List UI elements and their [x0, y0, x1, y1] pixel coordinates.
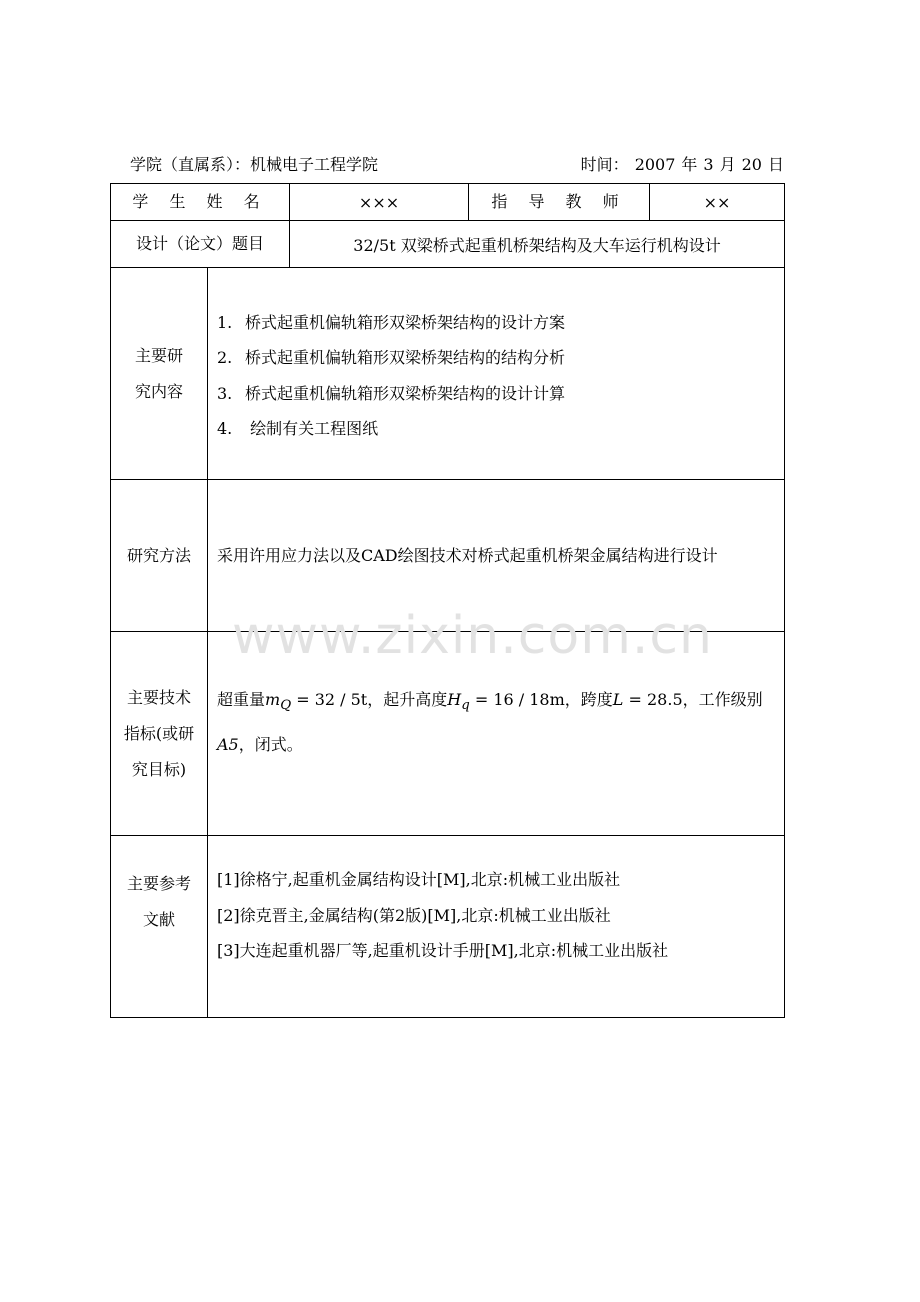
height-value: = 16 / 18m	[469, 690, 565, 710]
topic-value: 32/5t 双梁桥式起重机桥架结构及大车运行机构设计	[290, 221, 785, 268]
research-content-list	[208, 268, 785, 480]
specs-label-line2: 指标(或研	[123, 723, 195, 743]
method-text: 采用许用应力法以及CAD绘图技术对桥式起重机桥架金属结构进行设计	[208, 480, 785, 632]
mass-subscript: Q	[280, 698, 292, 714]
date-field	[581, 152, 784, 175]
list-item	[217, 340, 778, 376]
research-content-row	[111, 268, 785, 480]
span-symbol: L	[612, 690, 624, 710]
topic-row	[111, 221, 785, 268]
list-item	[217, 305, 778, 341]
topic-label: 设计（论文）题目	[111, 221, 290, 268]
references-list	[208, 836, 785, 1018]
work-grade: A5	[217, 734, 239, 754]
list-item-number: 2.	[217, 348, 233, 367]
list-item-text: 绘制有关工程图纸	[245, 419, 379, 438]
list-item	[217, 376, 778, 412]
specs-label	[111, 632, 208, 836]
list-item-number: 3.	[217, 383, 233, 403]
time-label: 时间：	[580, 155, 629, 174]
specs-text	[208, 632, 785, 836]
mass-symbol: m	[265, 690, 281, 710]
span-value: = 28.5	[623, 690, 683, 710]
college-value: 机械电子工程学院	[250, 155, 379, 174]
list-item	[217, 411, 778, 447]
specs-text-part: ，跨度	[564, 690, 613, 710]
references-label-line1: 主要参考	[126, 873, 191, 893]
watermark: www.zixin.com.cn	[232, 606, 713, 666]
specs-text-part: ，起升高度	[367, 690, 448, 710]
specs-label-line1: 主要技术	[126, 687, 191, 707]
list-item-text: 桥式起重机偏轨箱形双梁桥架结构的设计计算	[245, 383, 566, 403]
height-symbol: H	[447, 690, 462, 710]
day-value: 20	[741, 155, 762, 174]
references-row	[111, 836, 785, 1018]
list-item-text: 桥式起重机偏轨箱形双梁桥架结构的设计方案	[245, 312, 566, 332]
student-row	[111, 184, 785, 221]
specs-text-part: 超重量	[217, 690, 266, 710]
year-value: 2007	[634, 155, 676, 174]
references-label	[111, 836, 208, 1018]
specs-row	[111, 632, 785, 836]
college-label: 学院（直属系）：	[130, 155, 251, 174]
list-item-text: 桥式起重机偏轨箱形双梁桥架结构的结构分析	[245, 348, 566, 367]
research-content-label-line1: 主要研	[134, 345, 183, 365]
advisor-value: ××	[650, 184, 785, 221]
day-unit: 日	[767, 155, 784, 174]
research-content-label	[111, 268, 208, 480]
method-row	[111, 480, 785, 632]
student-name-label: 学 生 姓 名	[111, 184, 290, 221]
student-name-value: ×××	[290, 184, 469, 221]
research-content-label-line2: 究内容	[134, 381, 183, 401]
specs-label-line3: 究目标)	[131, 759, 187, 779]
year-unit: 年	[681, 155, 698, 174]
specs-text-part: ，工作级别	[682, 690, 763, 710]
references-label-line2: 文献	[142, 909, 175, 929]
advisor-label: 指 导 教 师	[469, 184, 650, 221]
mass-value: = 32 / 5t	[291, 690, 368, 710]
specs-text-part: ，闭式。	[238, 734, 303, 754]
thesis-form-table	[110, 183, 785, 1018]
reference-item: [2]徐克晋主,金属结构(第2版)[M],北京:机械工业出版社	[217, 905, 611, 925]
height-subscript: q	[461, 698, 470, 714]
month-value: 3	[703, 155, 714, 174]
list-item-number: 4.	[217, 419, 233, 438]
reference-item: [1]徐格宁,起重机金属结构设计[M],北京:机械工业出版社	[217, 870, 621, 890]
list-item-number: 1.	[217, 312, 233, 332]
form-header	[110, 152, 784, 178]
reference-item: [3]大连起重机器厂等,起重机设计手册[M],北京:机械工业出版社	[217, 941, 669, 961]
method-label: 研究方法	[111, 480, 208, 632]
college-field	[130, 152, 378, 175]
month-unit: 月	[719, 155, 736, 174]
